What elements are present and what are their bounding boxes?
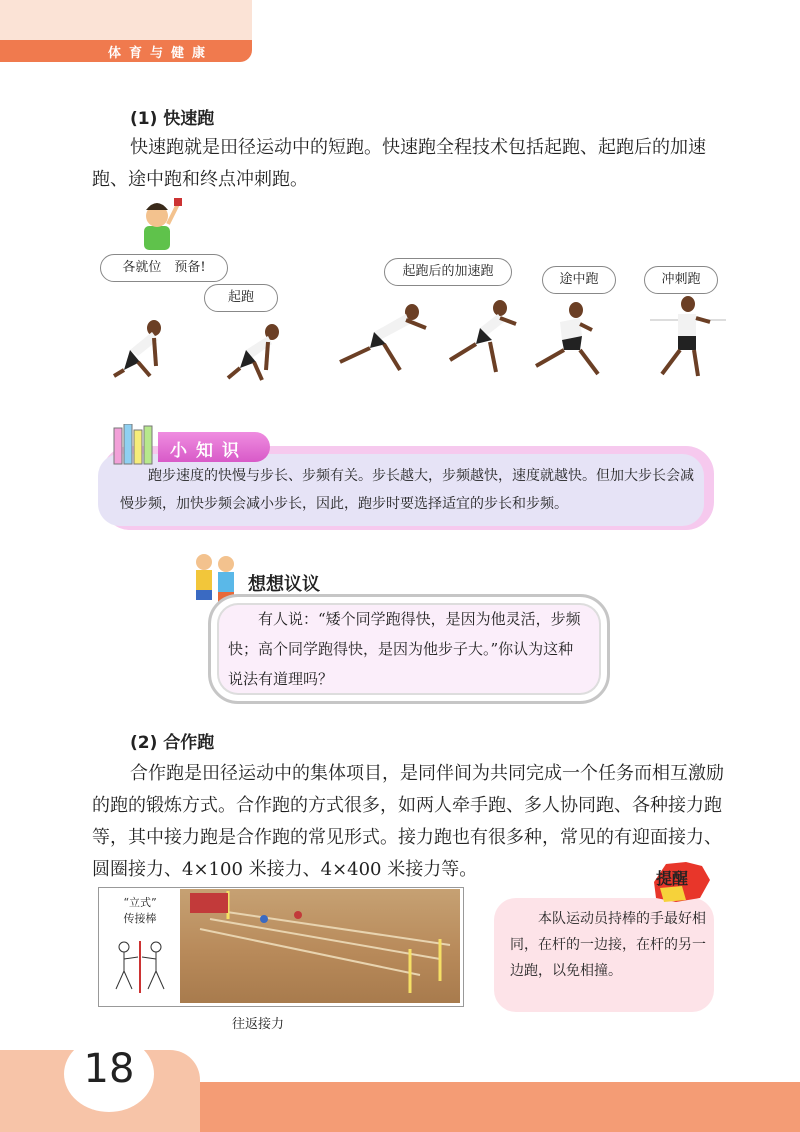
speech-bubble-start: 起跑: [204, 284, 278, 312]
runner-acceleration-2-image: [444, 298, 524, 378]
runner-sprint-image: [648, 296, 728, 380]
section1-paragraph-block: [92, 132, 728, 196]
runner-set-position-image: [110, 310, 174, 382]
knowledge-tab-label: 小知识: [170, 441, 248, 461]
runner-start-image: [222, 316, 286, 388]
page-number: 18: [83, 1046, 135, 1092]
discussion-title: 想想议议: [248, 574, 320, 595]
starter-figure-illustration: [134, 198, 184, 254]
speech-bubble-midway: 途中跑: [542, 266, 616, 294]
relay-field-scene: [180, 889, 460, 1003]
section2-heading: (2) 合作跑: [130, 733, 215, 753]
relay-figure-caption: 往返接力: [232, 1017, 285, 1032]
knowledge-text: 跑步速度的快慢与步长、步频有关。步长越大，步频越快，速度就越快。但加大步长会减慢步频，加快步频会减小步长，因此，跑步时要选择适宜的步长和步频。: [120, 468, 694, 512]
books-icon: [112, 424, 160, 466]
footer-band: [160, 1082, 800, 1132]
header-title: 体育与健康: [108, 46, 214, 61]
section1-heading: (1) 快速跑: [130, 109, 215, 129]
speech-bubble-sprint: 冲刺跑: [644, 266, 718, 294]
relay-inset: [100, 889, 180, 1003]
speech-bubble-ready: 各就位 预备!: [100, 254, 228, 282]
section2-paragraph: 合作跑是田径运动中的集体项目，是同伴间为共同完成一个任务而相互激励的跑的锻炼方式。合作跑的方式很多，如两人牵手跑、多人协同跑、各种接力跑等，其中接力跑是合作跑的常见形式。接力跑也有很多种，常见的有迎面接力、圆圈接力、4×100 米接力、4×400 米接力等。: [92, 763, 724, 880]
runner-acceleration-image: [330, 298, 430, 378]
reminder-text: 本队运动员持棒的手最好相同，在杆的一边接，在杆的另一边跑，以免相撞。: [510, 911, 706, 979]
relay-inset-label-line2: 传接棒: [123, 912, 157, 925]
runner-midway-image: [528, 300, 608, 380]
reminder-badge: 提醒: [656, 869, 689, 888]
speech-bubble-acceleration: 起跑后的加速跑: [384, 258, 512, 286]
discussion-text: 有人说：“矮个同学跑得快，是因为他灵活，步频快；高个同学跑得快，是因为他步子大。”你认为这种说法有道理吗？: [228, 610, 581, 688]
relay-photo: [180, 889, 460, 1003]
baton-handoff-sketch: [108, 937, 172, 997]
relay-inset-label-line1: “立式”: [123, 896, 157, 909]
section2-paragraph-block: [92, 758, 728, 886]
section1-paragraph: 快速跑就是田径运动中的短跑。快速跑全程技术包括起跑、起跑后的加速跑、途中跑和终点冲刺跑。: [92, 137, 706, 190]
